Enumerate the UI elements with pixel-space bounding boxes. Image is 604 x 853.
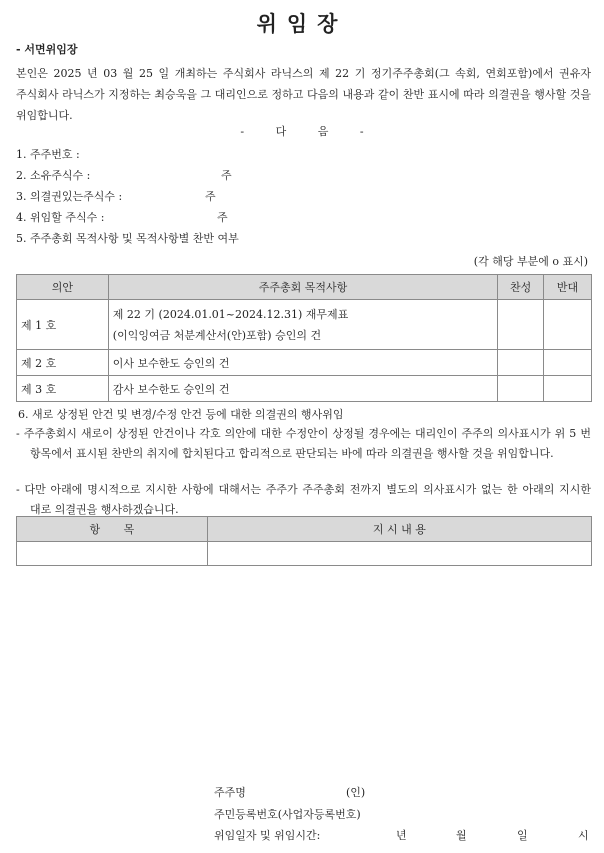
vote-for-cell[interactable] bbox=[498, 350, 544, 376]
item-delegated-shares: 4. 위임할 주식수 : bbox=[16, 211, 105, 224]
agenda-header-row bbox=[17, 275, 592, 300]
registration-number-label: 주민등록번호(사업자등록번호) bbox=[214, 808, 361, 821]
item-owned-shares: 2. 소유주식수 : bbox=[16, 169, 91, 182]
col-header-item: 항 목 bbox=[17, 517, 208, 542]
table-row bbox=[17, 300, 592, 350]
agenda-title-line: (이익잉여금 처분계산서(안)포함) 승인의 건 bbox=[112, 328, 322, 342]
table-row bbox=[17, 350, 592, 376]
agenda-number: 제 3 호 bbox=[17, 376, 109, 402]
item-shareholder-number: 1. 주주번호 : bbox=[16, 148, 80, 161]
shareholder-name-label: 주주명 bbox=[214, 786, 246, 799]
agenda-title-line: 제 22 기 (2024.01.01~2024.12.31) 재무제표 bbox=[112, 307, 349, 321]
hour-label: 시 bbox=[578, 829, 589, 842]
owned-shares-unit: 주 bbox=[221, 169, 232, 182]
vote-for-cell[interactable] bbox=[498, 376, 544, 402]
explicit-instruction-text: - 다만 아래에 명시적으로 지시한 사항에 대해서는 주주가 주주총회 전까지 별도의 의사표시가 없는 한 아래의 지시한 대로 의결권을 행사하겠습니다. bbox=[16, 483, 591, 516]
document-title: 위임장 bbox=[256, 11, 348, 36]
col-header-for: 찬성 bbox=[498, 275, 544, 300]
agenda-title: 이사 보수한도 승인의 건 bbox=[108, 350, 497, 376]
new-agenda-delegation-text: - 주주총회시 새로이 상정된 안건이나 각호 의안에 대한 수정안이 상정될 경우에는 대리인이 주주의 의사표시가 위 5 번 항목에서 표시된 찬반의 취지에 합치된다고 합리적으로 판단되는 바에 따라 의결권을 행사할 것을 위임합니다. bbox=[16, 427, 591, 460]
agenda-title: 감사 보수한도 승인의 건 bbox=[108, 376, 497, 402]
section-6-heading: 6. 새로 상정된 안건 및 변경/수정 안건 등에 대한 의결권의 행사위임 bbox=[18, 408, 344, 421]
month-label: 월 bbox=[456, 829, 467, 842]
written-proxy-subheading: - 서면위임장 bbox=[16, 43, 78, 56]
agenda-table bbox=[16, 274, 592, 402]
marking-note: (각 해당 부분에 o 표시) bbox=[473, 255, 588, 268]
voting-shares-unit: 주 bbox=[205, 190, 216, 203]
item-agenda-votes: 5. 주주총회 목적사항 및 목적사항별 찬반 여부 bbox=[16, 232, 239, 245]
instruction-content-cell[interactable] bbox=[207, 542, 591, 566]
vote-against-cell[interactable] bbox=[544, 350, 592, 376]
col-header-instruction: 지 시 내 용 bbox=[207, 517, 591, 542]
table-row bbox=[17, 542, 592, 566]
instruction-header-row bbox=[17, 517, 592, 542]
instruction-item-cell[interactable] bbox=[17, 542, 208, 566]
item-voting-shares: 3. 의결권있는주식수 : bbox=[16, 190, 123, 203]
seal-mark: (인) bbox=[346, 786, 366, 799]
agenda-title bbox=[108, 300, 497, 350]
year-label: 년 bbox=[396, 829, 407, 842]
day-label: 일 bbox=[517, 829, 528, 842]
vote-against-cell[interactable] bbox=[544, 376, 592, 402]
delegation-date-label: 위임일자 및 위임시간: bbox=[214, 829, 321, 842]
vote-for-cell[interactable] bbox=[498, 300, 544, 350]
col-header-agenda: 의안 bbox=[17, 275, 109, 300]
agenda-number: 제 1 호 bbox=[17, 300, 109, 350]
col-header-purpose: 주주총회 목적사항 bbox=[108, 275, 497, 300]
vote-against-cell[interactable] bbox=[544, 300, 592, 350]
table-row bbox=[17, 376, 592, 402]
following-heading: - 다 음 - bbox=[240, 125, 364, 138]
col-header-against: 반대 bbox=[544, 275, 592, 300]
intro-paragraph: 본인은 2025 년 03 월 25 일 개최하는 주식회사 라닉스의 제 22 기 정기주주총회(그 속회, 연회포함)에서 권유자 주식회사 라닉스가 지정하는 최승욱을 그 대리인으로 정하고 다음의 내용과 같이 찬반 표시에 따라 의결권을 행사할 것을 위임합니다. bbox=[16, 67, 591, 122]
agenda-number: 제 2 호 bbox=[17, 350, 109, 376]
delegated-shares-unit: 주 bbox=[217, 211, 228, 224]
instruction-table bbox=[16, 516, 592, 566]
